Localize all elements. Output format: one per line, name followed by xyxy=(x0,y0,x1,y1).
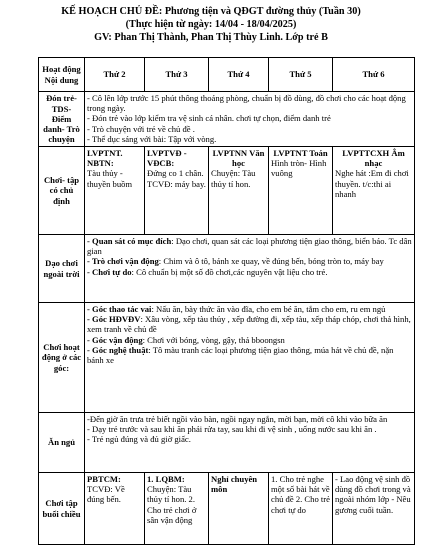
welcome-line: - Trò chuyện với trẻ về chủ đề . xyxy=(87,123,195,134)
afternoon-thu-body: 1. Cho trẻ nghe một số bài hát về chủ đề 2. Cho trẻ chơi tự do xyxy=(271,474,330,515)
plan-teachers: GV: Phan Thị Thành, Phan Thị Thùy Linh. Lớp trẻ B xyxy=(94,32,328,43)
row-label-welcome: Đón trẻ- TDS- Điểm danh- Trò chuyện xyxy=(39,92,85,147)
corners-item xyxy=(87,314,412,334)
welcome-line: - Cô lên lớp trước 15 phút thông thoáng phòng, chuẩn bị đồ dùng, đồ chơi cho các hoạt động trong ngày. xyxy=(87,93,406,114)
outdoor-item-key: - Quan sát có mục đích xyxy=(87,236,172,246)
meal-content xyxy=(85,413,415,473)
learning-tue-title: LVPTVĐ -VĐCB: xyxy=(147,148,187,169)
afternoon-fri-body: - Lao động vệ sinh đồ dùng đồ chơi trong và ngoài nhóm lớp - Nêu gương cuối tuần. xyxy=(335,474,411,515)
corners-item-text: : Nấu ăn, bày thức ăn vào đĩa, cho em bé ăn, tắm cho em, ru em ngủ xyxy=(151,304,386,314)
column-header-thu: Thứ 5 xyxy=(269,58,333,92)
learning-wed-title: LVPTNN Văn học xyxy=(212,148,265,169)
outdoor-item-text: : Cô chuẩn bị một số đồ chơi,các nguyên vật liệu cho trẻ. xyxy=(131,266,328,277)
afternoon-thu xyxy=(269,473,333,545)
learning-thu xyxy=(269,147,333,235)
corners-item-text: : Chơi với bóng, vòng, gậy, thả bboongsn xyxy=(142,334,285,345)
row-label-corners: Chơi hoạt động ở các góc: xyxy=(39,303,85,413)
learning-fri-title: LVPTTCXH Âm nhạc xyxy=(342,148,405,169)
corners-item-key: - Góc vận động xyxy=(87,334,143,345)
learning-wed-body: Chuyện: Tàu thủy tí hon. xyxy=(211,168,256,189)
corners-item xyxy=(87,345,412,365)
learning-wed xyxy=(209,147,269,235)
afternoon-mon xyxy=(85,473,145,545)
afternoon-mon-title: PBTCM: xyxy=(87,474,121,484)
welcome-line: - Đón trẻ vào lớp kiểm tra vệ sinh cá nhân. chơi tự chọn, điểm danh trẻ xyxy=(87,113,331,124)
meal-line: - Trẻ ngủ đúng và đủ giờ giấc. xyxy=(87,434,191,445)
weekly-plan-table xyxy=(38,57,415,545)
table-row-learning xyxy=(39,147,415,235)
column-header-mon: Thứ 2 xyxy=(85,58,145,92)
outdoor-item-key: - Trò chơi vận động xyxy=(87,256,159,267)
meal-line: -Đến giờ ăn trưa trẻ biết ngồi vào bàn, ngồi ngay ngắn, mời bạn, mời cô khi vào bữa ăn xyxy=(87,414,388,424)
learning-fri-body: Nghe hát :Em đi chơi thuyền. t/c:thi ai nhanh xyxy=(335,168,409,199)
corners-item-key: - Góc HĐVĐV xyxy=(87,314,141,325)
outdoor-item-key: - Chơi tự do xyxy=(87,266,132,277)
afternoon-tue-title: 1. LQBM: xyxy=(147,474,185,484)
corners-item-text: : Tô màu tranh các loại phương tiện giao thông, múa hát về chủ đề, nặn bánh xe xyxy=(87,344,394,366)
learning-thu-title: LVPTNT Toán xyxy=(273,148,328,158)
plan-title: KẾ HOẠCH CHỦ ĐỀ: Phương tiện và QĐGT đường thủy (Tuần 30) xyxy=(61,6,361,17)
table-row-corners xyxy=(39,303,415,413)
outdoor-content xyxy=(85,235,415,303)
table-header-row xyxy=(39,58,415,92)
table-row-outdoor xyxy=(39,235,415,303)
afternoon-mon-body: TCVĐ: Về đúng bến. xyxy=(87,484,125,505)
afternoon-wed xyxy=(209,473,269,545)
outdoor-item xyxy=(87,267,412,277)
learning-mon xyxy=(85,147,145,235)
learning-tue-body: Đứng co 1 chân. TCVĐ: máy bay. xyxy=(147,168,206,189)
corners-item-text: : Xâu vòng, xếp tàu thủy , xếp đường đi, xếp tàu, xếp tháp chóp, chơi thả hình, xem tranh về chủ đề xyxy=(87,314,411,335)
table-row-welcome xyxy=(39,92,415,147)
corners-item-key: - Góc nghệ thuật xyxy=(87,344,149,355)
row-label-learning: Chơi- tập có chủ định xyxy=(39,147,85,235)
row-label-meal: Ăn ngủ xyxy=(39,413,85,473)
welcome-line: - Thể dục sáng với bài: Tập với vòng. xyxy=(87,133,217,144)
learning-mon-body: Tàu thủy - thuyền buồm xyxy=(87,168,133,189)
outdoor-item-text: : Dạo chơi, quan sát các loại phương tiện giao thông, biển báo. Tc dân gian xyxy=(87,236,412,257)
welcome-content xyxy=(85,92,415,147)
corners-content xyxy=(85,303,415,413)
corner-header: Hoạt động Nội dung xyxy=(39,58,85,92)
row-label-afternoon: Chơi tập buổi chiều xyxy=(39,473,85,545)
outdoor-item xyxy=(87,256,412,266)
table-row-meal xyxy=(39,413,415,473)
afternoon-fri xyxy=(333,473,415,545)
column-header-wed: Thứ 4 xyxy=(209,58,269,92)
table-row-afternoon xyxy=(39,473,415,545)
column-header-tue: Thứ 3 xyxy=(145,58,209,92)
learning-mon-title: LVPTNT. NBTN: xyxy=(87,148,123,169)
outdoor-item-text: : Chim và ô tô, bánh xe quay, về đúng bến, bóng tròn to, máy bay xyxy=(158,256,384,267)
corners-item xyxy=(87,304,412,314)
learning-fri xyxy=(333,147,415,235)
learning-thu-body: Hình tròn- Hình vuông xyxy=(271,158,327,179)
plan-dates: (Thực hiện từ ngày: 14/04 - 18/04/2025) xyxy=(125,19,297,30)
afternoon-tue xyxy=(145,473,209,545)
outdoor-item xyxy=(87,236,412,256)
row-label-outdoor: Dạo chơi ngoài trời xyxy=(39,235,85,303)
afternoon-tue-body: Chuyện: Tàu thủy tí hon. 2. Cho trẻ chơi ở sân vận động xyxy=(147,484,197,525)
meal-line: - Dạy trẻ trước và sau khi ăn phải rửa tay, sau khi đi vệ sinh , uống nước sau khi ăn . xyxy=(87,424,377,435)
corners-item xyxy=(87,335,412,345)
afternoon-wed-title: Nghỉ chuyên môn xyxy=(211,474,258,495)
corners-item-key: - Góc thao tác vai xyxy=(87,304,152,314)
learning-tue xyxy=(145,147,209,235)
column-header-fri: Thứ 6 xyxy=(333,58,415,92)
